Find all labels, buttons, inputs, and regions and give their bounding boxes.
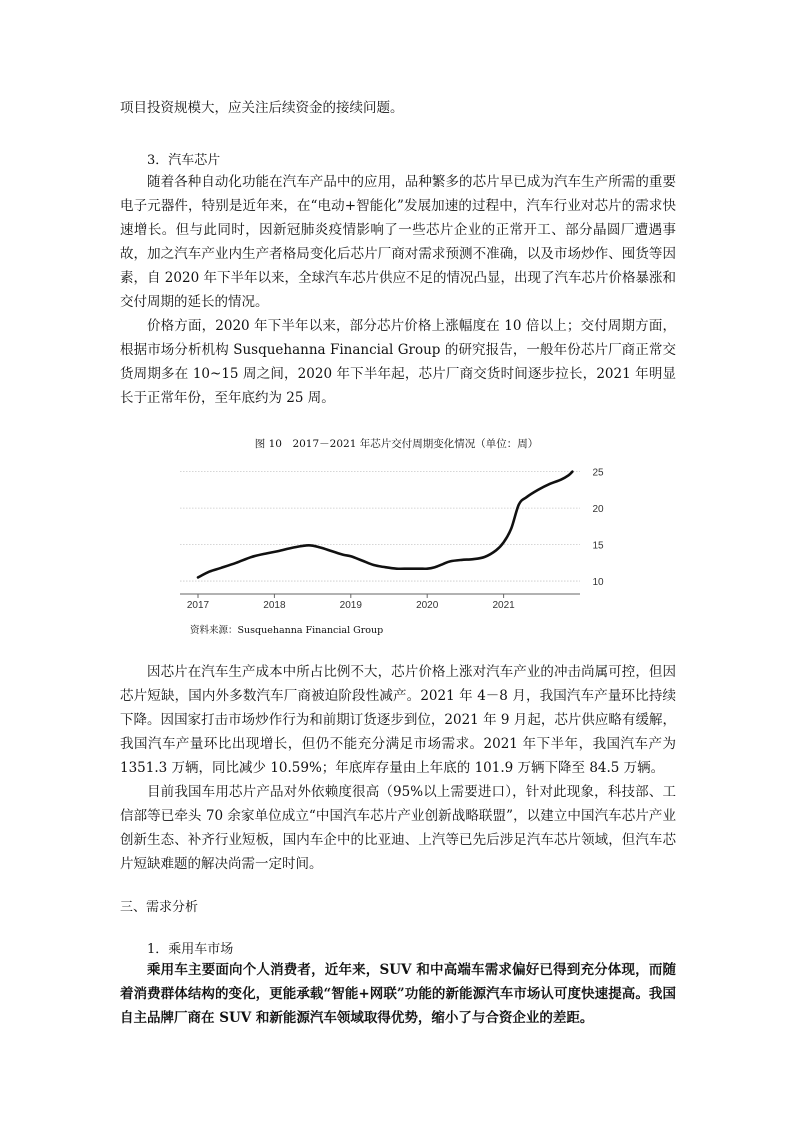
chart-x-tick-label: 2018 [263, 600, 286, 611]
paragraph-production-impact: 因芯片在汽车生产成本中所占比例不大，芯片价格上涨对汽车产业的冲击尚属可控，但因芯片短缺，国内外多数汽车厂商被迫阶段性减产。2021 年 4－8 月，我国汽车产量环比持续下降。因国家打击市场炒作行为和前期订货逐步到位，2021 年 9 月起，芯片供应略有缓解，我国汽车产量环比出现增长，但仍不能充分满足市场需求。2021 年下半年，我国汽车产为 1351.3 万辆，同比减少 10.59%；年底库存量由上年底的 101.9 万辆下降至 84.5 万辆。 [120, 664, 676, 776]
chart-y-tick-label: 20 [592, 504, 604, 516]
figure-caption: 图 10 2017－2021 年芯片交付周期变化情况（单位：周） [254, 438, 539, 450]
chart-x-tick-label: 2021 [492, 600, 515, 611]
paragraph-passenger-market: 乘用车主要面向个人消费者，近年来，SUV 和中高端车需求偏好已得到充分体现，而随着消费群体结构的变化，更能承载“智能+网联”功能的新能源汽车市场认可度快速提高。我国自主品牌厂商在 SUV 和新能源汽车领域取得优势，缩小了与合资企业的差距。 [120, 962, 676, 1026]
chart-y-tick-labels [592, 468, 604, 588]
chart-y-tick-label: 25 [592, 467, 604, 479]
chart-x-tick-label: 2019 [339, 600, 362, 611]
paragraph-chip-shortage: 随着各种自动化功能在汽车产品中的应用，品种繁多的芯片早已成为汽车生产所需的重要电子元器件，特别是近年来，在“电动+智能化”发展加速的过程中，汽车行业对芯片的需求快速增长。但与此同时，因新冠肺炎疫情影响了一些芯片企业的正常开工、部分晶圆厂遭遇事故，加之汽车产业内生产者格局变化后芯片厂商对需求预测不准确，以及市场炒作、囤货等因素，自 2020 年下半年以来，全球汽车芯片供应不足的情况凸显，出现了汽车芯片价格暴涨和交付周期的延长的情况。 [120, 174, 676, 310]
paragraph-import-dependence: 目前我国车用芯片产品对外依赖度很高（95%以上需要进口），针对此现象，科技部、工信部等已牵头 70 余家单位成立“中国汽车芯片产业创新战略联盟”，以建立中国汽车芯片产业创新生态、补齐行业短板，国内车企中的比亚迪、上汽等已先后涉足汽车芯片领域，但汽车芯片短缺难题的解决尚需一定时间。 [120, 784, 676, 872]
paragraph-price-delivery: 价格方面，2020 年下半年以来，部分芯片价格上涨幅度在 10 倍以上；交付周期方面，根据市场分析机构 Susquehanna Financial Group 的研究报告，一般年份芯片厂商正常交货周期多在 10~15 周之间，2020 年下半年起，芯片厂商交货时间逐步拉长，2021 年明显长于正常年份，至年底约为 25 周。 [120, 318, 676, 406]
chart-x-tick-labels [187, 600, 515, 611]
section-heading-demand: 三、需求分析 [120, 900, 199, 915]
subheading-auto-chips: 3．汽车芯片 [147, 153, 221, 168]
subheading-passenger-cars: 1．乘用车市场 [147, 942, 234, 957]
delivery-cycle-chart [180, 462, 620, 617]
paragraph-intro: 项目投资规模大，应关注后续资金的接续问题。 [120, 100, 404, 116]
chart-series-line [198, 472, 572, 578]
chart-y-tick-label: 10 [592, 577, 604, 589]
figure-source: 资料来源：Susquehanna Financial Group [190, 625, 384, 636]
chart-x-tick-label: 2017 [186, 600, 210, 611]
chart-x-tick-label: 2020 [416, 600, 439, 611]
chart-x-ticks [198, 594, 504, 598]
chart-y-tick-label: 15 [592, 540, 604, 552]
chart-gridlines [180, 472, 580, 581]
